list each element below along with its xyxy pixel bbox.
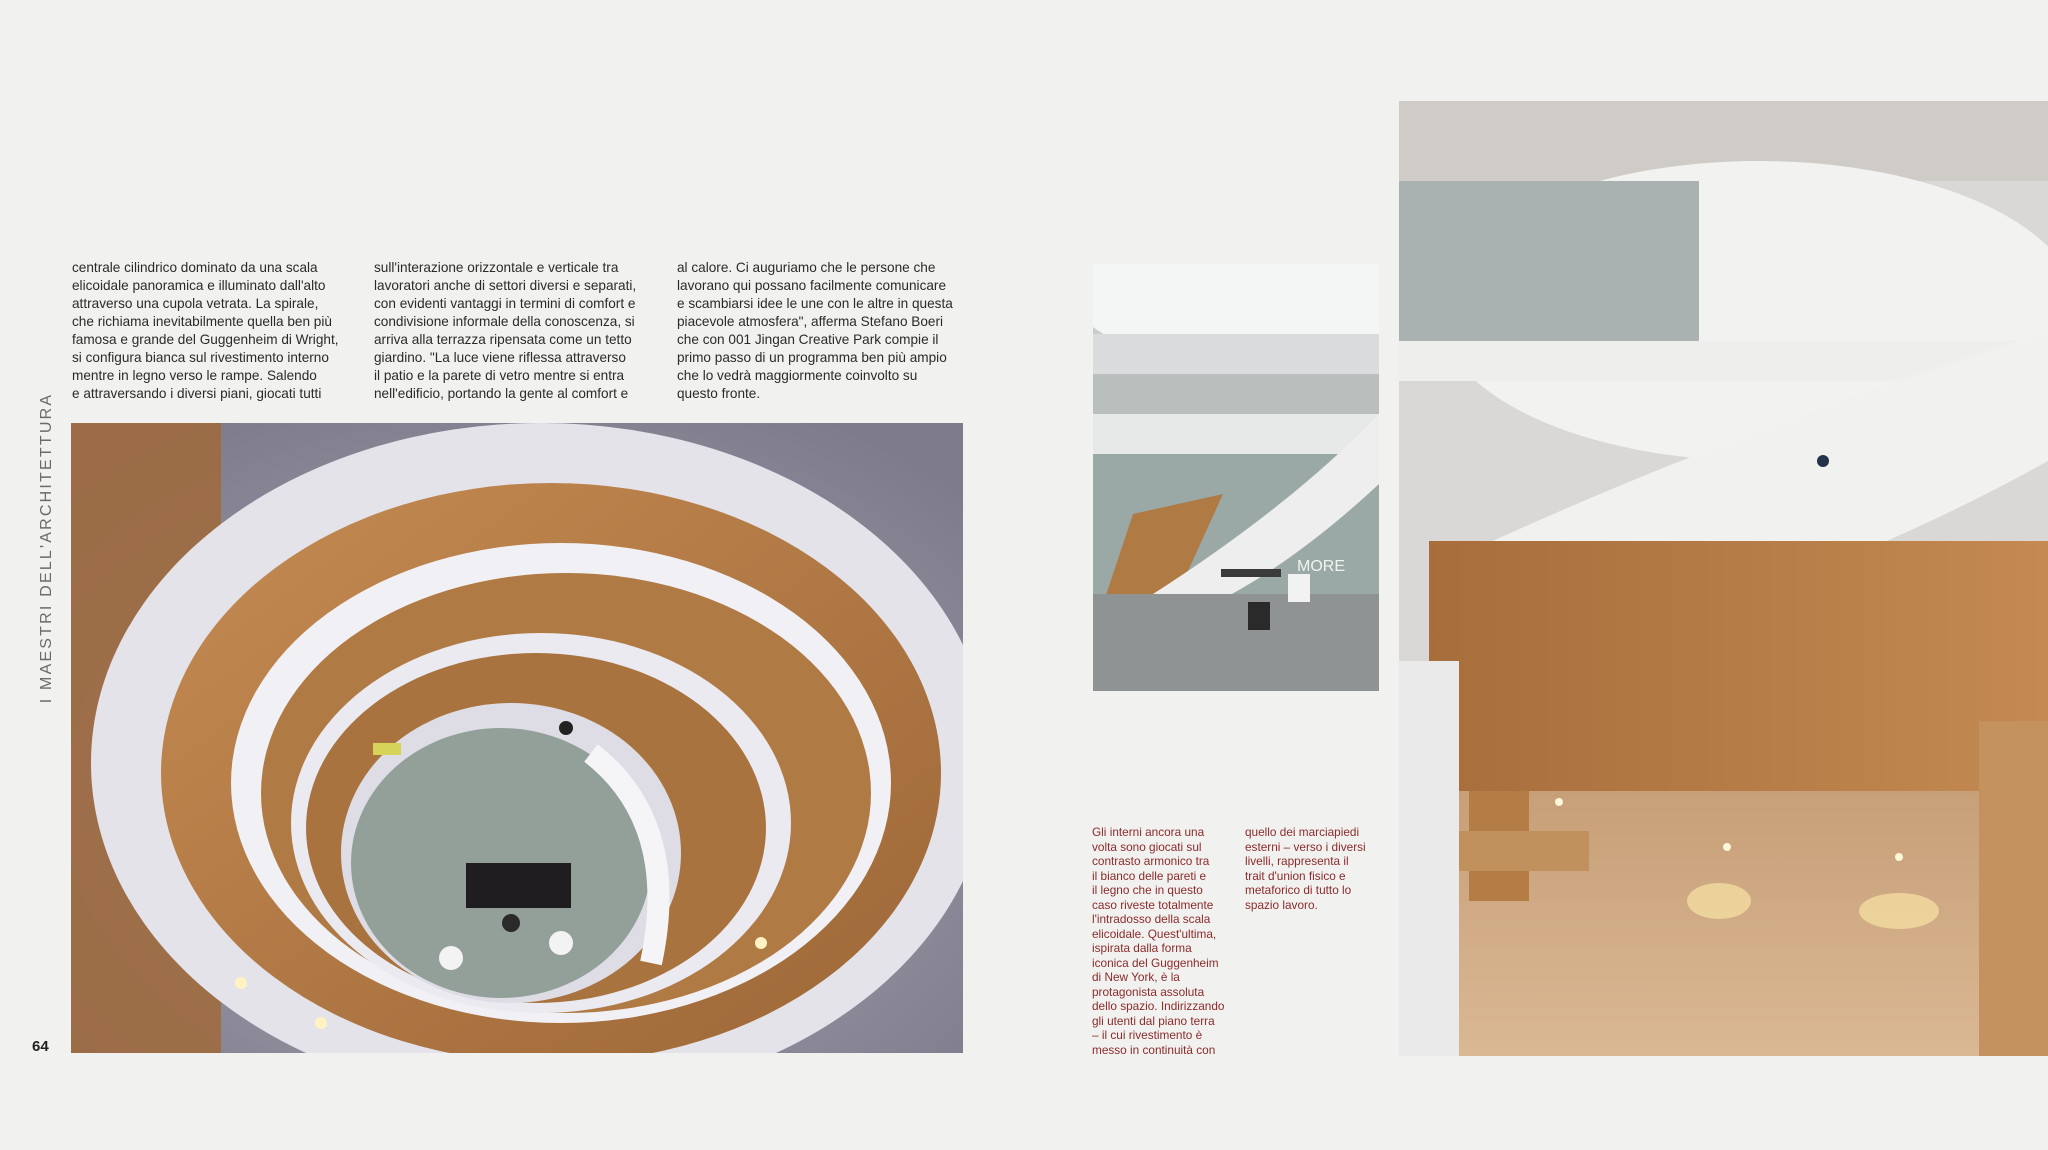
caption-line: gli utenti dal piano terra	[1092, 1013, 1215, 1028]
text-line: nell'edificio, portando la gente al comfort e	[374, 386, 629, 401]
text-line: e attraversando i diversi piani, giocati tutti	[72, 386, 322, 401]
text-line: sull'interazione orizzontale e verticale tra	[374, 260, 619, 275]
text-line: giardino. "La luce viene riflessa attraverso	[374, 350, 626, 365]
text-line: primo passo di un programma ben più ampio	[677, 350, 947, 365]
text-line: al calore. Ci auguriamo che le persone che	[677, 260, 936, 275]
text-line: elicoidale panoramica e illuminato dall'alto	[72, 278, 326, 293]
body-text-column-2	[374, 259, 666, 403]
caption-line: messo in continuità con	[1092, 1042, 1216, 1057]
caption-line: il bianco delle pareti e	[1092, 868, 1207, 883]
caption-line: volta sono giocati sul	[1092, 839, 1202, 854]
caption-line: ispirata dalla forma	[1092, 941, 1192, 955]
caption-line: iconica del Guggenheim	[1092, 955, 1219, 970]
text-line: il patio e la parete di vetro mentre si entra	[374, 368, 625, 383]
sidebar-section-title: I MAESTRI DELL'ARCHITETTURA	[38, 392, 55, 704]
photo-spiral-ramp-detail	[1399, 101, 2048, 1056]
caption-line: caso riveste totalmente	[1092, 897, 1214, 912]
text-line: si configura bianca sul rivestimento interno	[72, 350, 329, 365]
text-line: che lo vedrà maggiormente coinvolto su	[677, 368, 918, 383]
spiral-top-view-illustration	[71, 423, 963, 1053]
text-line: lavorano qui possano facilmente comunicare	[677, 278, 947, 293]
body-text-column-3	[677, 259, 969, 403]
text-line: centrale cilindrico dominato da una scala	[72, 260, 318, 275]
ramp-illustration	[1399, 101, 2048, 1056]
caption-line: livelli, rappresenta il	[1245, 854, 1349, 868]
caption-line: elicoidale. Quest'ultima,	[1092, 926, 1217, 941]
text-line: attraverso una cupola vetrata. La spirale,	[72, 296, 319, 311]
text-line: arriva alla terrazza ripensata come un tetto	[374, 332, 632, 347]
text-line: che con 001 Jingan Creative Park compie il	[677, 332, 939, 347]
text-line: questo fronte.	[677, 386, 761, 401]
photo-caption-column-1	[1092, 825, 1224, 1057]
page-number: 64	[32, 1038, 49, 1055]
caption-line: di New York, è la	[1092, 970, 1180, 984]
caption-line: spazio lavoro.	[1245, 897, 1318, 912]
caption-line: trait d'union fisico e	[1245, 868, 1346, 883]
caption-line: il legno che in questo	[1092, 883, 1203, 897]
caption-line: metaforico di tutto lo	[1245, 883, 1352, 897]
caption-line: esterni – verso i diversi	[1245, 839, 1366, 854]
lobby-illustration	[1093, 264, 1379, 691]
text-line: che richiama inevitabilmente quella ben più	[72, 314, 332, 329]
caption-line: – il cui rivestimento è	[1092, 1028, 1203, 1042]
caption-line: contrasto armonico tra	[1092, 854, 1210, 868]
caption-line: dello spazio. Indirizzando	[1092, 999, 1225, 1013]
caption-line: Gli interni ancora una	[1092, 825, 1205, 839]
body-text-column-1	[72, 259, 364, 403]
photo-caption-column-2	[1245, 825, 1366, 912]
photo-lobby-staircase	[1093, 264, 1379, 691]
photo-spiral-staircase-top-view	[71, 423, 963, 1053]
text-line: piacevole atmosfera", afferma Stefano Boeri	[677, 314, 944, 329]
text-line: e scambiarsi idee le une con le altre in questa	[677, 296, 953, 311]
caption-line: quello dei marciapiedi	[1245, 825, 1360, 839]
text-line: lavoratori anche di settori diversi e separati,	[374, 278, 637, 293]
text-line: condivisione informale della conoscenza, si	[374, 314, 635, 329]
caption-line: l'intradosso della scala	[1092, 912, 1211, 926]
caption-line: protagonista assoluta	[1092, 984, 1205, 999]
lobby-wall-sign: MORE	[1297, 558, 1345, 575]
text-line: famosa e grande del Guggenheim di Wright,	[72, 332, 339, 347]
text-line: mentre in legno verso le rampe. Salendo	[72, 368, 317, 383]
text-line: con evidenti vantaggi in termini di comfort e	[374, 296, 636, 311]
